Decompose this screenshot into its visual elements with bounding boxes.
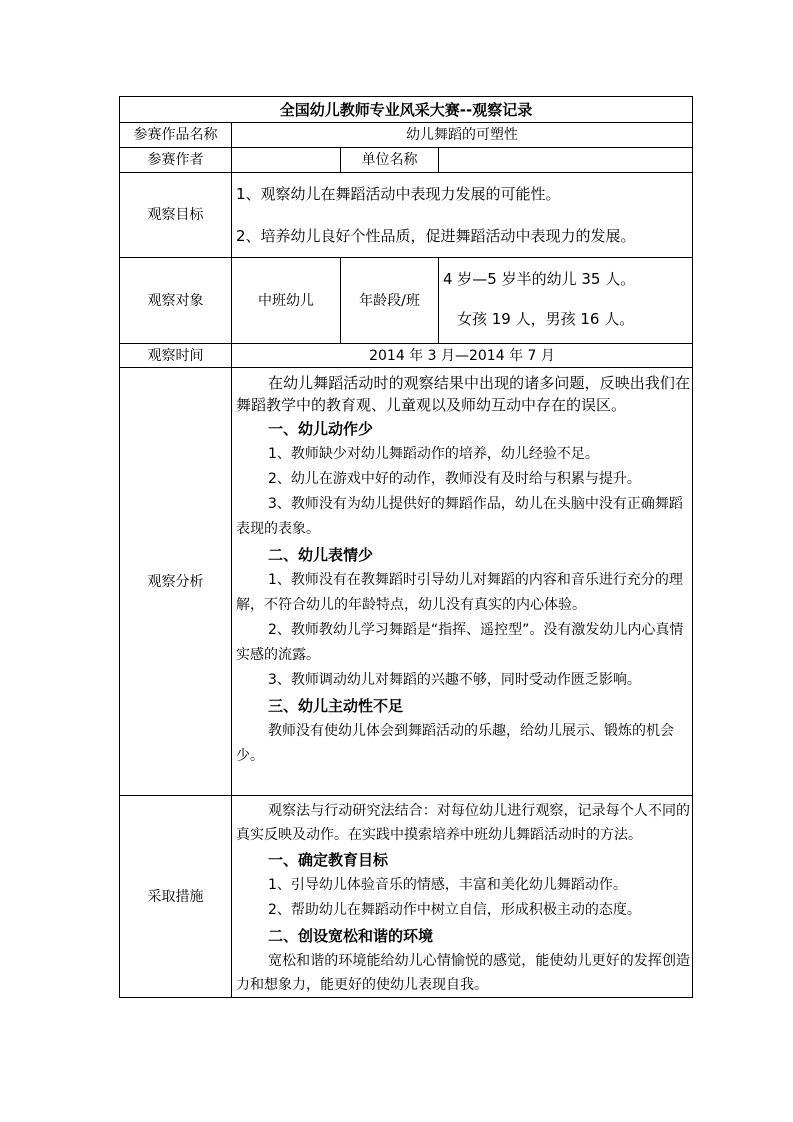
unit-name-value — [439, 148, 693, 173]
measures-intro: 观察法与行动研究法结合：对每位幼儿进行观察，记录每个人不同的真实反映及动作。在实践中摸索培养中班幼儿舞蹈活动时的方法。 — [236, 803, 691, 843]
goal-item: 1、观察幼儿在舞蹈活动中表现力发展的可能性。 — [236, 185, 561, 203]
analysis-heading-1: 一、幼儿动作少 — [268, 420, 374, 438]
work-name-label: 参赛作品名称 — [120, 123, 232, 148]
analysis-intro: 在幼儿舞蹈活动时的观察结果中出现的诸多问题，反映出我们在舞蹈教学中的教育观、儿童观以及师幼互动中存在的误区。 — [236, 374, 691, 414]
goal-item: 2、培养幼儿良好个性品质，促进舞蹈活动中表现力的发展。 — [236, 227, 636, 245]
unit-name-label: 单位名称 — [341, 148, 439, 173]
measures-row — [120, 796, 693, 998]
analysis-item: 2、幼儿在游戏中好的动作，教师没有及时给与积累与提升。 — [268, 471, 641, 487]
analysis-item: 2、教师教幼儿学习舞蹈是“指挥、遥控型”。没有激发幼儿内心真情实感的流露。 — [236, 622, 684, 663]
time-label: 观察时间 — [120, 344, 232, 368]
measures-item: 1、引导幼儿体验音乐的情感，丰富和美化幼儿舞蹈动作。 — [268, 877, 627, 893]
analysis-label: 观察分析 — [120, 368, 232, 796]
time-row — [120, 344, 693, 368]
age-group-label: 年龄段/班 — [341, 258, 439, 344]
author-row — [120, 148, 693, 173]
author-value — [232, 148, 341, 173]
goal-label: 观察目标 — [120, 173, 232, 258]
measures-text: 宽松和谐的环境能给幼儿心情愉悦的感觉，能使幼儿更好的发挥创造力和想象力，能更好的使幼儿表现自我。 — [236, 953, 691, 993]
measures-item: 2、帮助幼儿在舞蹈动作中树立自信，形成积极主动的态度。 — [268, 902, 641, 918]
measures-heading-2: 二、创设宽松和谐的环境 — [268, 927, 434, 945]
target-gender: 女孩 19 人，男孩 16 人。 — [457, 310, 635, 328]
goal-content — [232, 173, 693, 258]
target-detail — [439, 258, 693, 344]
target-class: 中班幼儿 — [232, 258, 341, 344]
analysis-content — [232, 368, 693, 796]
analysis-item: 教师没有使幼儿体会到舞蹈活动的乐趣，给幼儿展示、锻炼的机会少。 — [236, 723, 674, 764]
analysis-item: 3、教师调动幼儿对舞蹈的兴趣不够，同时受动作匮乏影响。 — [268, 672, 641, 688]
work-name-row — [120, 123, 693, 148]
target-label: 观察对象 — [120, 258, 232, 344]
measures-label: 采取措施 — [120, 796, 232, 998]
observation-record-table — [119, 96, 693, 998]
target-age-range: 4 岁—5 岁半的幼儿 35 人。 — [443, 270, 636, 288]
measures-content — [232, 796, 693, 998]
analysis-item: 3、教师没有为幼儿提供好的舞蹈作品，幼儿在头脑中没有正确舞蹈表现的表象。 — [236, 496, 683, 537]
analysis-heading-2: 二、幼儿表情少 — [268, 546, 374, 564]
analysis-item: 1、教师没有在教舞蹈时引导幼儿对舞蹈的内容和音乐进行充分的理解，不符合幼儿的年龄特点，幼儿没有真实的内心体验。 — [236, 572, 683, 613]
time-value: 2014 年 3 月—2014 年 7 月 — [232, 344, 693, 368]
title-row — [120, 97, 693, 123]
analysis-heading-3: 三、幼儿主动性不足 — [268, 697, 404, 715]
goal-row — [120, 173, 693, 258]
analysis-row — [120, 368, 693, 796]
table-title: 全国幼儿教师专业风采大赛--观察记录 — [120, 97, 693, 123]
measures-heading-1: 一、确定教育目标 — [268, 851, 389, 869]
author-label: 参赛作者 — [120, 148, 232, 173]
analysis-item: 1、教师缺少对幼儿舞蹈动作的培养，幼儿经验不足。 — [268, 446, 599, 462]
target-row — [120, 258, 693, 344]
work-name-value: 幼儿舞蹈的可塑性 — [232, 123, 693, 148]
